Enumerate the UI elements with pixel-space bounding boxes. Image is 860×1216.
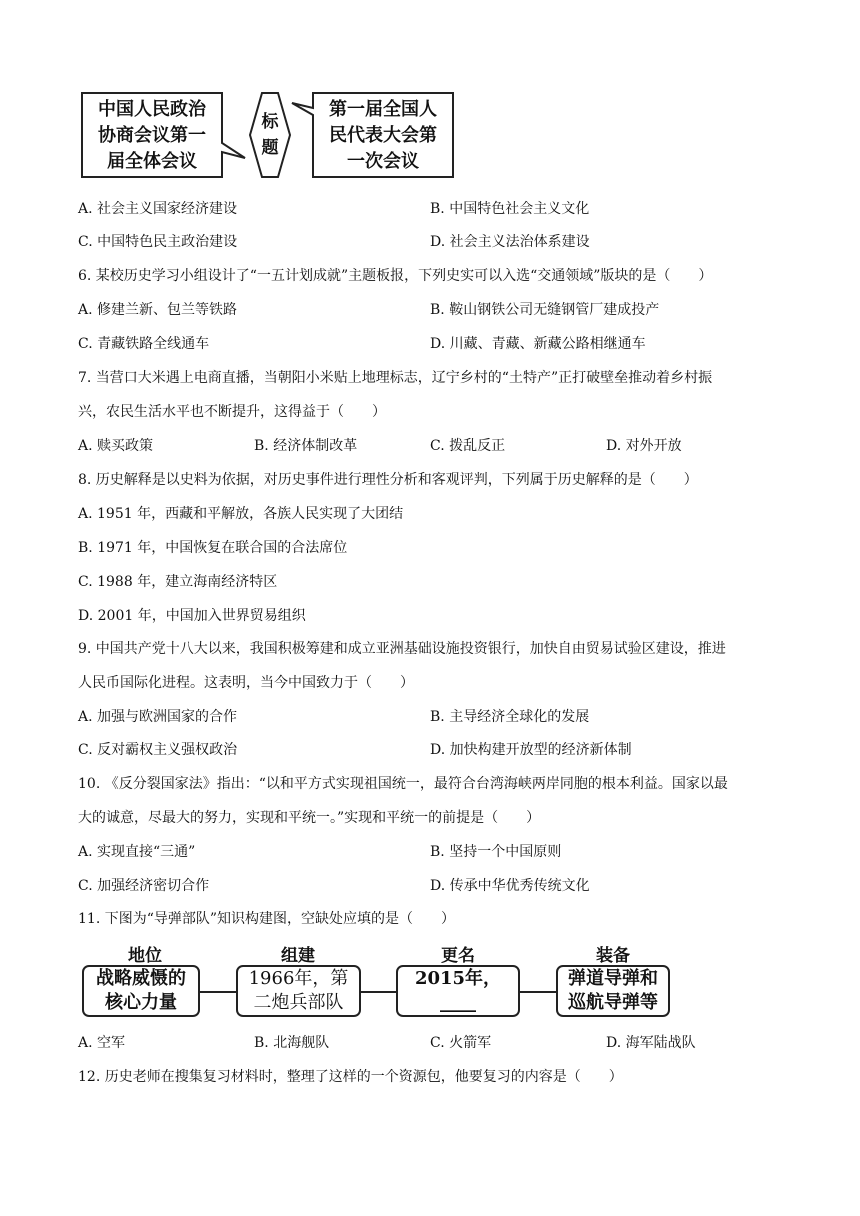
q9-option-b: B. 主导经济全球化的发展 [430,709,590,725]
connector-line [520,991,557,993]
diagram-header-status: 地位 [128,946,162,966]
q10-option-a: A. 实现直接“三通” [78,844,196,860]
q9-option-c: C. 反对霸权主义强权政治 [78,742,238,758]
box-line: 巡航导弹等 [568,992,658,1013]
q5-option-d: D. 社会主义法治体系建设 [430,234,590,250]
left-box-line: 协商会议第一 [98,125,206,146]
q8-option-b: B. 1971 年，中国恢复在联合国的合法席位 [78,540,348,556]
q7-option-a: A. 赎买政策 [78,438,154,454]
center-char: 题 [261,138,279,158]
q11-option-c: C. 火箭军 [430,1035,492,1051]
q7-stem-line1: 7. 当营口大米遇上电商直播，当朝阳小米贴上地理标志，辽宁乡村的“土特产”正打破壁垒推动着乡村振 [78,370,713,386]
diagram-box-founding [236,965,361,1017]
diagram-box-rename [396,965,520,1017]
q7-option-d: D. 对外开放 [606,438,682,454]
q8-option-d: D. 2001 年，中国加入世界贸易组织 [78,608,306,624]
diagram-header-founding: 组建 [281,946,315,966]
q8-option-a: A. 1951 年，西藏和平解放，各族人民实现了大团结 [78,506,404,522]
q6-option-a: A. 修建兰新、包兰等铁路 [78,302,238,318]
q9-stem-line2: 人民币国际化进程。这表明，当今中国致力于（ ） [78,675,414,691]
q9-option-d: D. 加快构建开放型的经济新体制 [430,742,632,758]
q5-option-b: B. 中国特色社会主义文化 [430,201,590,217]
q7-stem-line2: 兴，农民生活水平也不断提升，这得益于（ ） [78,404,386,420]
q5-option-a: A. 社会主义国家经济建设 [78,201,238,217]
q10-stem-line2: 大的诚意，尽最大的努力，实现和平统一。”实现和平统一的前提是（ ） [78,810,541,826]
q10-option-b: B. 坚持一个中国原则 [430,844,562,860]
q9-stem-line1: 9. 中国共产党十八大以来，我国积极筹建和成立亚洲基础设施投资银行，加快自由贸易试验区建设，推进 [78,641,726,657]
q8-stem: 8. 历史解释是以史料为依据，对历史事件进行理性分析和客观评判，下列属于历史解释的是（ ） [78,472,698,488]
left-box-line: 届全体会议 [107,151,197,172]
diagram-box-status [82,965,200,1017]
connector-line [200,991,238,993]
center-title-text [255,109,285,161]
q7-option-c: C. 拨乱反正 [430,438,506,454]
right-box-text [317,97,449,175]
right-box-line: 民代表大会第 [329,125,437,146]
q6-option-c: C. 青藏铁路全线通车 [78,336,210,352]
diagram-header-equipment: 装备 [596,946,630,966]
box-line: 2015年，____ [414,968,502,1013]
q6-option-d: D. 川藏、青藏、新藏公路相继通车 [430,336,646,352]
q10-option-c: C. 加强经济密切合作 [78,878,210,894]
left-box-line: 中国人民政治 [98,99,206,120]
q10-option-d: D. 传承中华优秀传统文化 [430,878,590,894]
box-line: 弹道导弹和 [568,968,658,989]
q6-option-b: B. 鞍山钢铁公司无缝钢管厂建成投产 [430,302,660,318]
box-line: 1966年，第 [248,968,349,989]
q6-stem: 6. 某校历史学习小组设计了“一五计划成就”主题板报，下列史实可以入选“交通领域”版块的是（ ） [78,268,713,284]
q9-option-a: A. 加强与欧洲国家的合作 [78,709,238,725]
right-box-line: 一次会议 [347,151,419,172]
diagram-box-equipment [556,965,670,1017]
q5-option-c: C. 中国特色民主政治建设 [78,234,238,250]
box-line: 战略威慑的 [96,968,186,989]
left-box-text [86,97,218,175]
q11-option-b: B. 北海舰队 [254,1035,330,1051]
q11-option-d: D. 海军陆战队 [606,1035,696,1051]
q10-stem-line1: 10. 《反分裂国家法》指出：“以和平方式实现祖国统一，最符合台湾海峡两岸同胞的根本利益。国家以最 [78,776,728,792]
q8-option-c: C. 1988 年，建立海南经济特区 [78,574,278,590]
q7-option-b: B. 经济体制改革 [254,438,358,454]
center-char: 标 [261,112,279,132]
box-line: 核心力量 [105,992,177,1013]
connector-line [361,991,397,993]
diagram-header-rename: 更名 [441,946,475,966]
q12-stem: 12. 历史老师在搜集复习材料时，整理了这样的一个资源包，他要复习的内容是（ ） [78,1069,623,1085]
box-line: 二炮兵部队 [253,992,344,1013]
q11-stem: 11. 下图为“导弹部队”知识构建图，空缺处应填的是（ ） [78,911,456,927]
q11-option-a: A. 空军 [78,1035,126,1051]
right-box-line: 第一届全国人 [329,99,437,120]
